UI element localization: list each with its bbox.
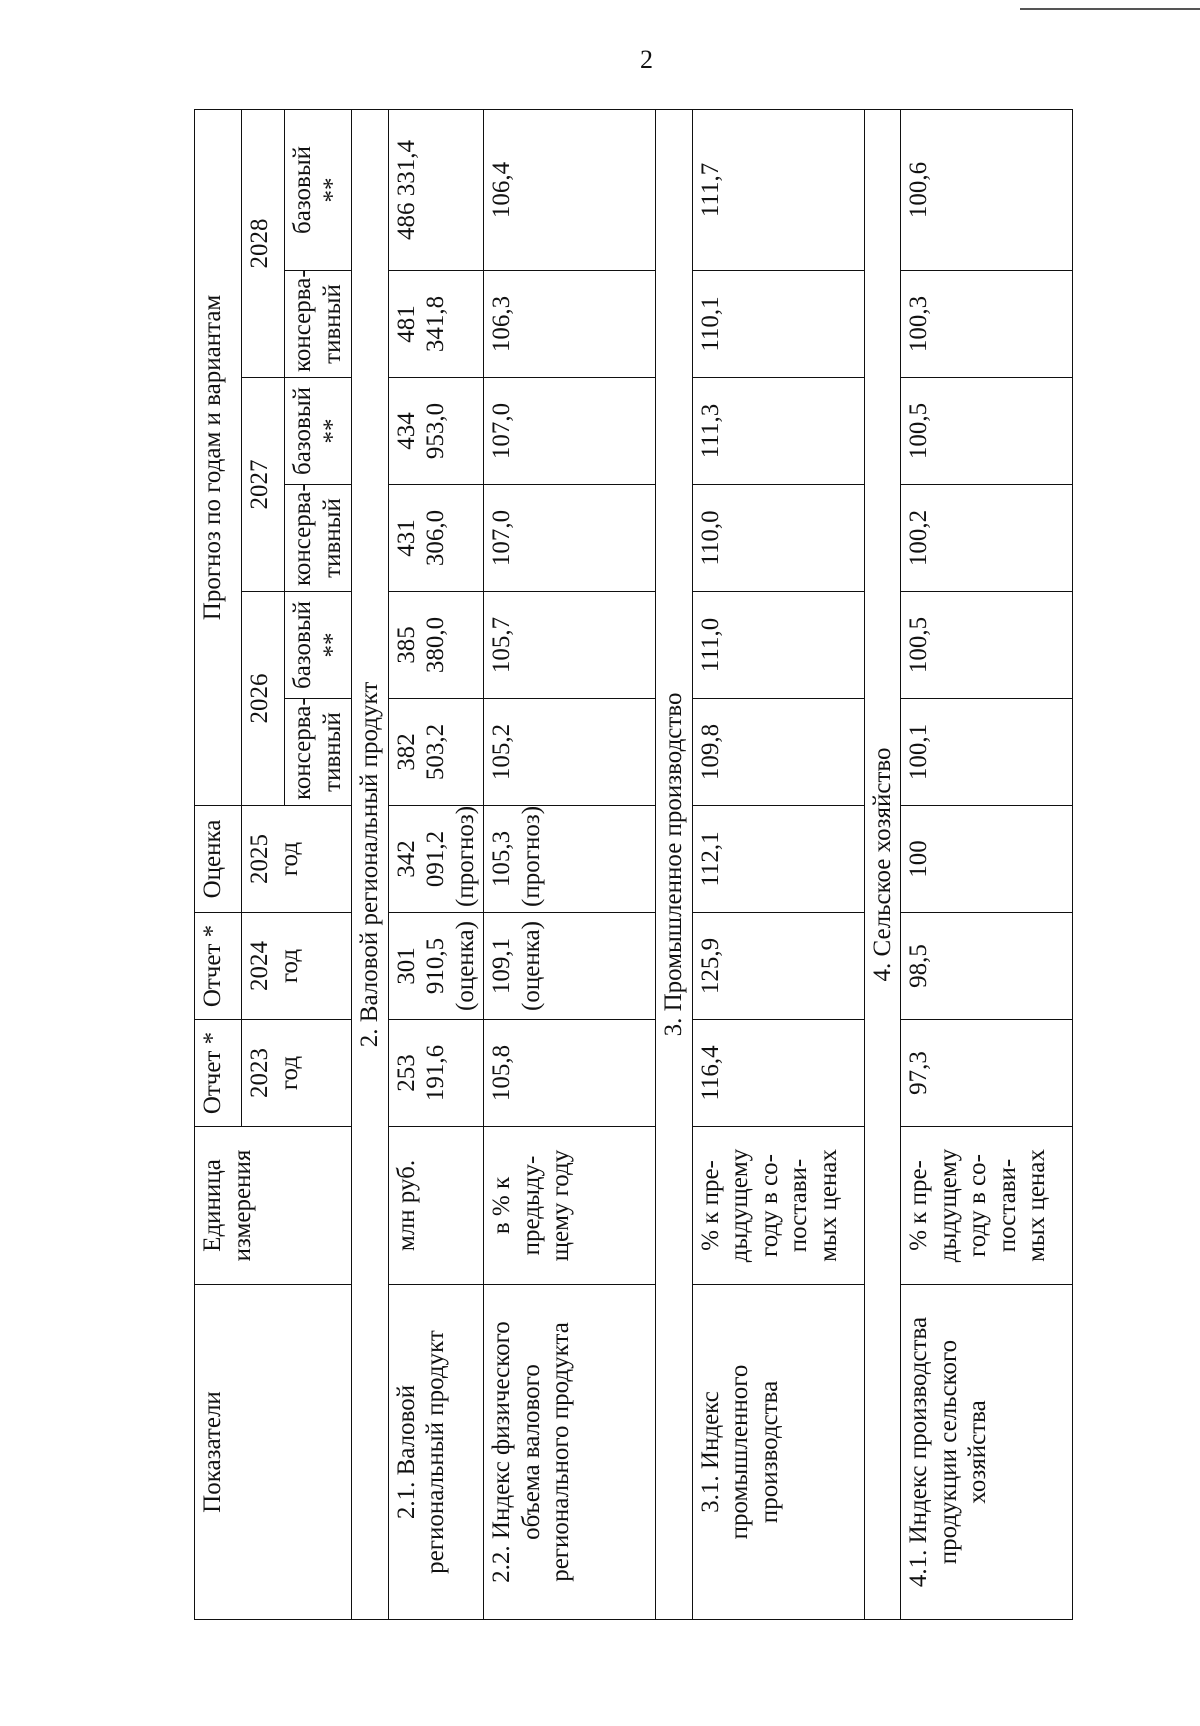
cell-2027-cons: 100,2 [901,485,1073,592]
base-line2: ** [318,177,346,203]
header-year-2028: 2028 [242,109,285,377]
cell-2023: 116,4 [692,1020,864,1127]
unit-line: мых ценах [1023,1149,1050,1262]
section-row-gdp [352,109,389,1619]
cell-2026-cons: 382 503,2 [388,699,484,806]
header-indicators: Показатели [195,1285,352,1620]
cell-2025 [484,806,656,913]
variant-cons-2026 [285,699,352,806]
unit-line: году в со- [964,1154,991,1257]
variant-cons-2028 [285,271,352,378]
cell-2028-cons: 481 341,8 [388,271,484,378]
unit-line: постави- [993,1158,1021,1253]
scan-edge-line [1020,8,1200,10]
cell-2025: 112,1 [692,806,864,913]
table-row [388,109,484,1619]
god-2023: год [275,1055,303,1091]
variant-cons-2027 [285,485,352,592]
row-name-line: 2.1. Валовой [392,1384,420,1520]
row-name-4-1 [901,1285,1073,1620]
cell-2026-cons: 105,2 [484,699,656,806]
unit-line: мых ценах [814,1149,842,1262]
cell-2027-base: 107,0 [484,378,656,485]
cell-2024 [484,913,656,1020]
section-row-agriculture [864,109,901,1619]
cell-2028-cons: 110,1 [692,271,864,378]
unit-line: году в со- [755,1154,783,1257]
row-name-line: объема валового [517,1364,545,1540]
unit-line: постави- [785,1158,812,1253]
header-unit [195,1127,352,1285]
cell-2026-cons: 109,8 [692,699,864,806]
row-unit-2-2 [484,1127,656,1285]
base-line2: ** [318,632,346,658]
cell-value: 342 091,2 [392,830,449,888]
cell-2023: 97,3 [901,1020,1073,1127]
row-unit-2-1: млн руб. [388,1127,484,1285]
row-name-line: 3.1. Индекс [696,1391,724,1513]
header-report-2024: Отчет * [195,913,242,1020]
unit-line: дыдущему [934,1148,962,1263]
base-line2: ** [318,418,346,444]
header-year-2025 [242,806,352,913]
cell-value: 301 910,5 [392,937,449,995]
cell-2028-cons: 100,3 [901,271,1073,378]
cell-2026-base: 105,7 [484,592,656,699]
cell-2025: 100 [901,806,1073,913]
row-name-line: 2.2. Индекс физического [488,1321,515,1583]
unit-line: % к пре- [696,1160,724,1251]
row-name-2-1 [388,1285,484,1620]
cell-2028-base: 111,7 [692,109,864,270]
rotated-table-wrapper [194,110,1129,1620]
base-line1: базовый [289,386,316,476]
cell-2027-cons: 110,0 [692,485,864,592]
cell-note: (прогноз) [517,805,545,907]
row-name-2-2 [484,1285,656,1620]
header-year-2026: 2026 [242,592,285,806]
cell-2026-base: 111,0 [692,592,864,699]
header-forecast: Прогноз по годам и вариантам [195,109,242,805]
row-name-line: производства [755,1380,783,1524]
table-row [692,109,864,1619]
table-row [484,109,656,1619]
base-line1: базовый [289,600,316,690]
row-name-line: 4.1. Индекс производства [905,1316,932,1588]
cell-2025 [388,806,484,913]
row-unit-4-1 [901,1127,1073,1285]
unit-line: щему году [547,1149,574,1262]
cell-2023: 253 191,6 [388,1020,484,1127]
cons-line1: консерва- [289,269,316,372]
variant-base-2027 [285,378,352,485]
section-row-industry [656,109,693,1619]
cell-2027-cons: 431 306,0 [388,485,484,592]
base-line1: базовый [289,145,316,234]
unit-line: предыду- [517,1155,545,1256]
variant-base-2026 [285,592,352,699]
god-2025: год [275,841,303,877]
cons-line2: тивный [318,284,346,364]
header-estimate-2025: Оценка [195,806,242,913]
year-2023: 2023 [246,1048,273,1098]
unit-line: в % к [488,1176,515,1235]
header-report-2023: Отчет * [195,1020,242,1127]
year-2025: 2025 [246,834,273,884]
section-title-agriculture: 4. Сельское хозяйство [864,109,901,1619]
cell-2027-cons: 107,0 [484,485,656,592]
header-year-2027: 2027 [242,378,285,592]
row-name-3-1 [692,1285,864,1620]
cell-2027-base: 434 953,0 [388,378,484,485]
cell-note: (оценка) [451,921,479,1011]
cell-2028-cons: 106,3 [484,271,656,378]
cons-line2: тивный [318,712,346,792]
year-2024: 2024 [246,941,273,991]
page-number: 2 [640,45,653,74]
cell-value: 105,3 [488,830,515,888]
row-name-line: хозяйства [964,1400,991,1504]
cell-2026-cons: 100,1 [901,699,1073,806]
cons-line2: тивный [318,498,346,578]
cell-2028-base: 486 331,4 [388,109,484,270]
cell-2024: 98,5 [901,913,1073,1020]
cell-2024: 125,9 [692,913,864,1020]
unit-line: % к пре- [905,1160,932,1251]
cell-note: (оценка) [517,921,545,1011]
cell-2028-base: 106,4 [484,109,656,270]
forecast-table [194,109,1073,1620]
row-unit-3-1 [692,1127,864,1285]
row-name-line: регионального продукта [547,1322,574,1582]
cell-value: 109,1 [488,937,515,995]
unit-line: дыдущему [726,1148,753,1263]
cell-2026-base: 100,5 [901,592,1073,699]
cons-line1: консерва- [289,483,316,586]
cell-2027-base: 100,5 [901,378,1073,485]
cell-2026-base: 385 380,0 [388,592,484,699]
cell-note: (прогноз) [451,805,479,907]
header-row-1 [195,109,242,1619]
cell-2023: 105,8 [484,1020,656,1127]
table-row [901,109,1073,1619]
cell-2028-base: 100,6 [901,109,1073,270]
section-title-gdp: 2. Валовой региональный продукт [352,109,389,1619]
cell-2024 [388,913,484,1020]
header-unit-line1: Единица [199,1159,226,1252]
cell-2027-base: 111,3 [692,378,864,485]
cons-line1: консерва- [289,697,316,800]
row-name-line: промышленного [726,1364,753,1540]
header-year-2024 [242,913,352,1020]
section-title-industry: 3. Промышленное производство [656,109,693,1619]
god-2024: год [275,948,303,984]
header-unit-line2: измерения [228,1149,256,1262]
row-name-line: продукции сельского [934,1339,962,1565]
header-year-2023 [242,1020,352,1127]
row-name-line: региональный продукт [422,1330,449,1574]
variant-base-2028 [285,109,352,270]
